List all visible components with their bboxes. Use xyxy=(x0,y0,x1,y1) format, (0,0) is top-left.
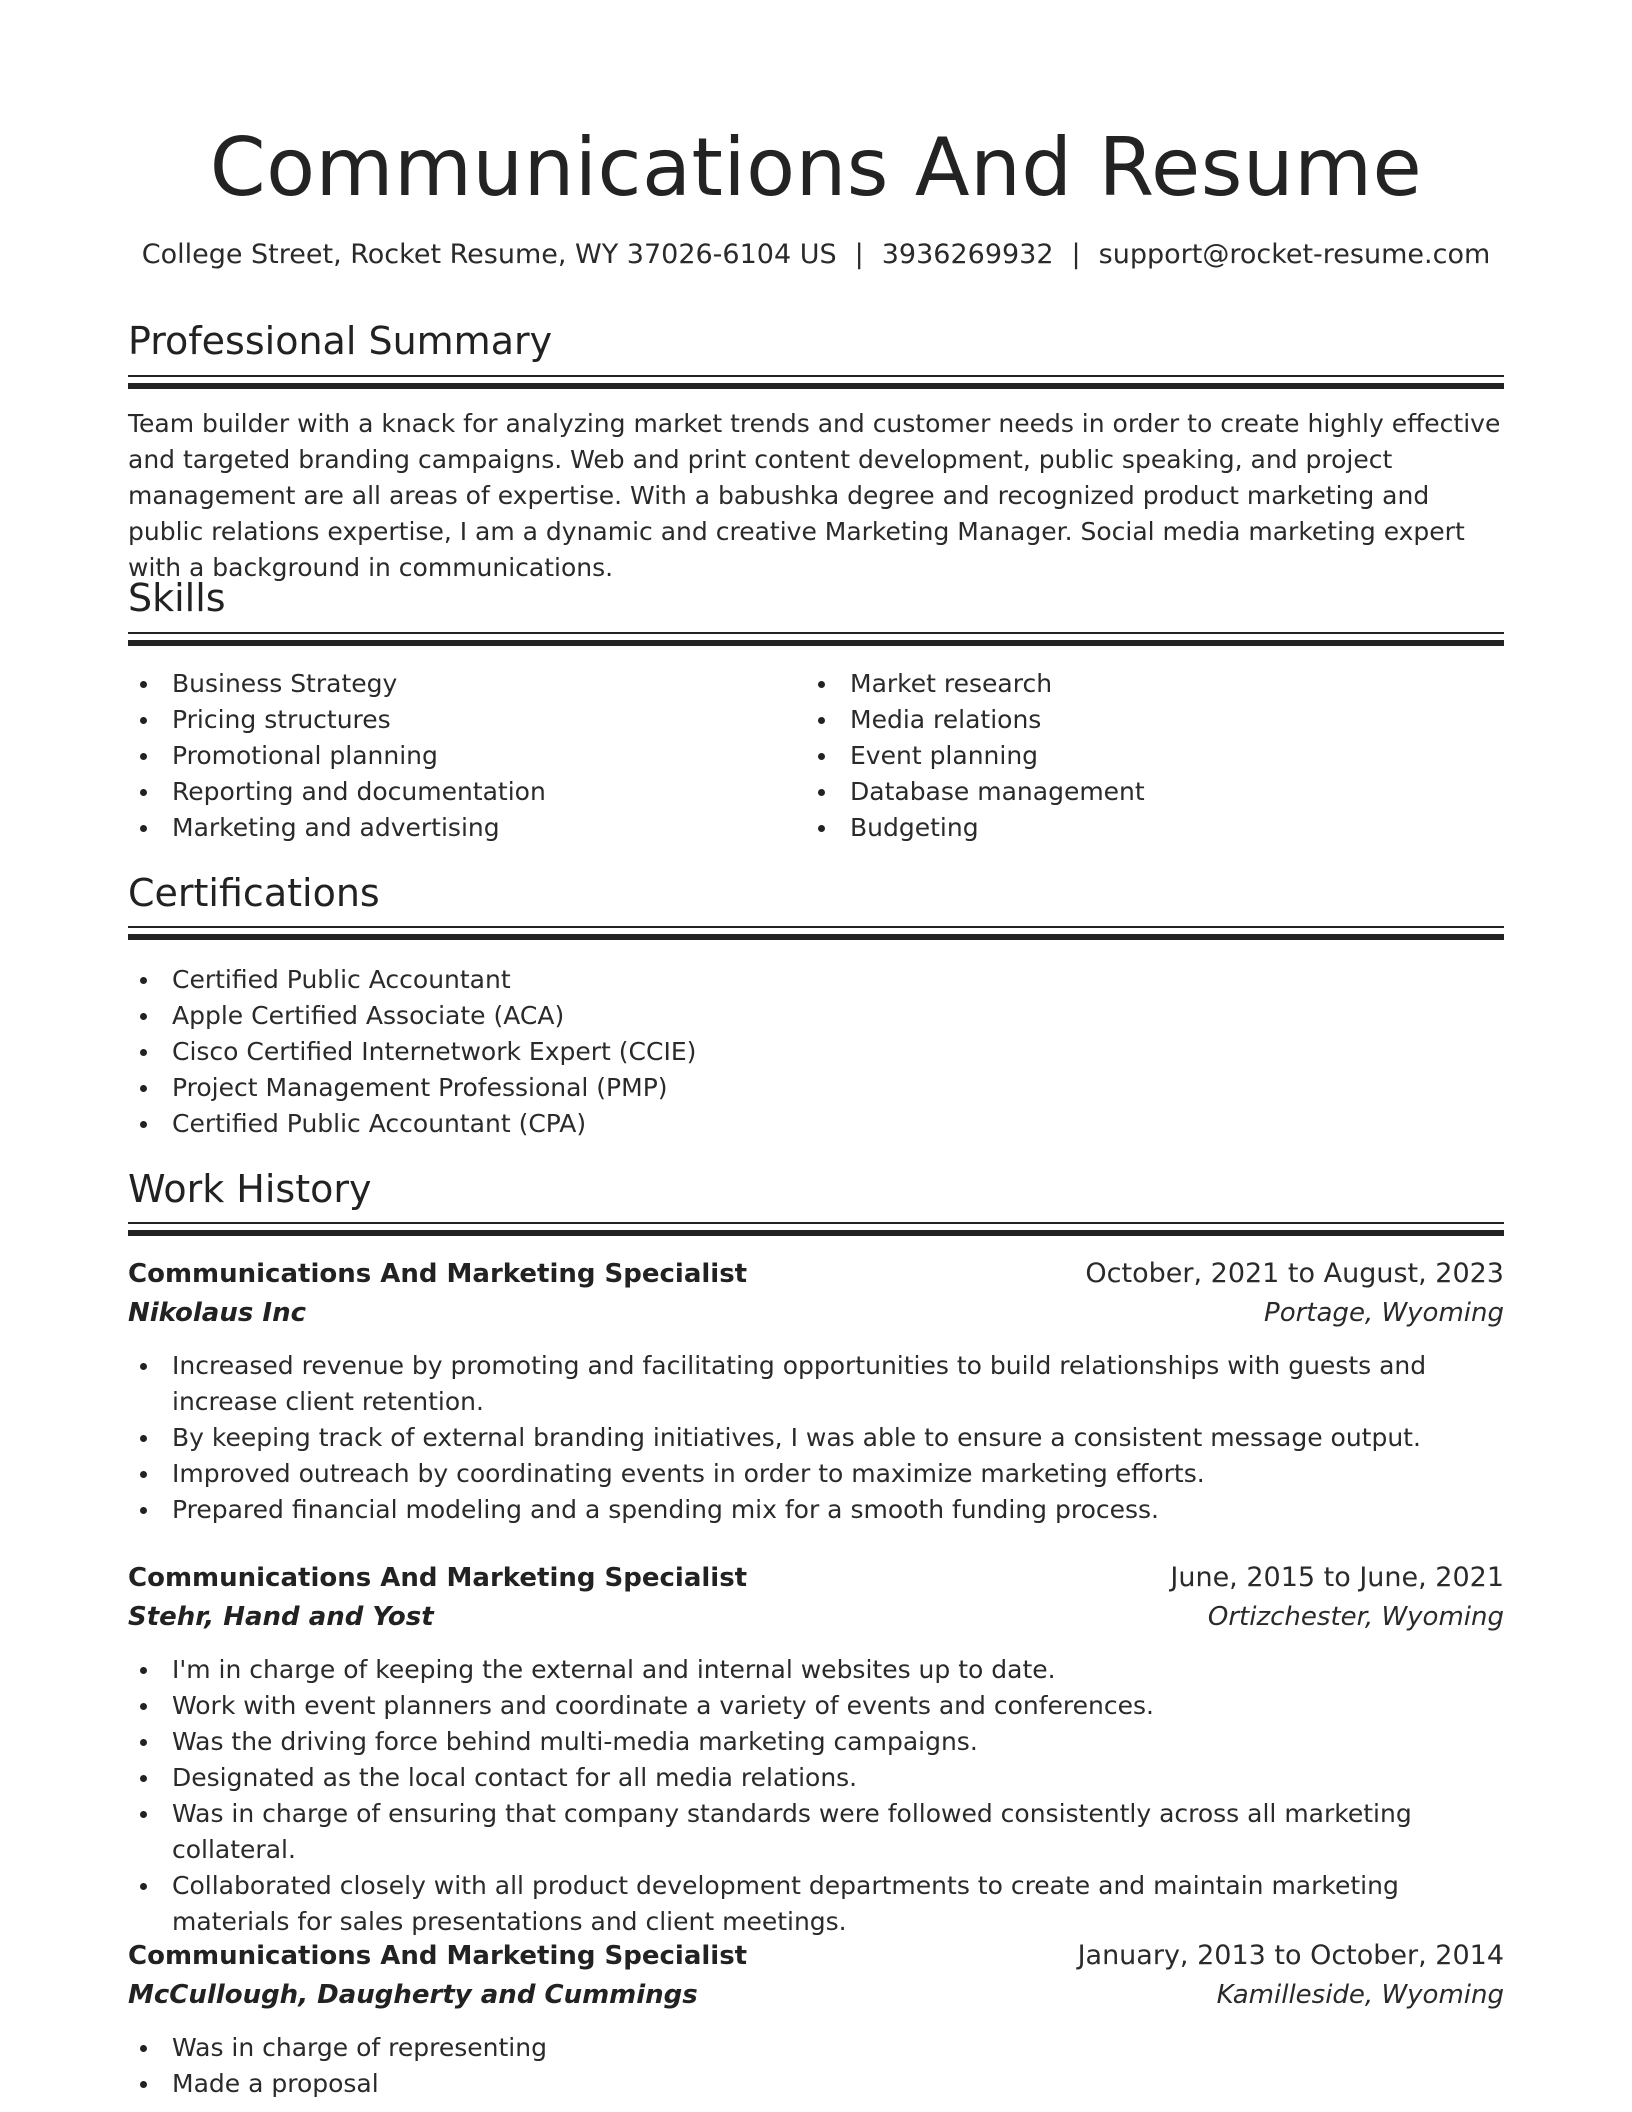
section-divider xyxy=(128,1222,1504,1230)
job-bullets xyxy=(128,1652,1504,1940)
job-dates: June, 2015 to June, 2021 xyxy=(1170,1562,1504,1593)
certification-item: Project Management Professional (PMP) xyxy=(128,1070,1504,1106)
contact-line xyxy=(0,237,1632,273)
skill-item: Pricing structures xyxy=(128,702,768,738)
job-bullet: Work with event planners and coordinate a variety of events and conferences. xyxy=(128,1688,1504,1724)
section-divider xyxy=(128,926,1504,934)
skill-item: Market research xyxy=(806,666,1446,702)
job-bullet: Designated as the local contact for all media relations. xyxy=(128,1760,1504,1796)
job-company: Nikolaus Inc xyxy=(128,1298,306,1328)
job-entry xyxy=(128,1256,1504,1528)
certification-item: Certified Public Accountant (CPA) xyxy=(128,1106,1504,1142)
skill-item: Event planning xyxy=(806,738,1446,774)
contact-separator: | xyxy=(854,239,864,270)
job-title: Communications And Marketing Specialist xyxy=(128,1941,748,1971)
job-subheader xyxy=(128,1295,1504,1334)
section-title-certifications: Certifications xyxy=(128,871,380,915)
skills-list-right xyxy=(806,666,1446,846)
contact-address: College Street, Rocket Resume, WY 37026-6104 US xyxy=(141,239,837,270)
job-bullet: Increased revenue by promoting and facilitating opportunities to build relationships with guests and increase client retention. xyxy=(128,1348,1504,1420)
contact-email: support@rocket-resume.com xyxy=(1098,239,1491,270)
job-bullet: Collaborated closely with all product development departments to create and maintain marketing materials for sales presentations and client meetings. xyxy=(128,1868,1504,1940)
certifications-list xyxy=(128,962,1504,1142)
job-header xyxy=(128,1560,1504,1599)
section-divider xyxy=(128,375,1504,383)
job-bullets xyxy=(128,2030,1504,2102)
job-location: Ortizchester, Wyoming xyxy=(1207,1602,1504,1632)
resume-name: Communications And Resume xyxy=(209,121,1423,214)
job-dates: October, 2021 to August, 2023 xyxy=(1085,1258,1504,1289)
job-bullet: Made a proposal xyxy=(128,2066,1504,2102)
job-location: Kamilleside, Wyoming xyxy=(1216,1980,1504,2010)
skills-list-left xyxy=(128,666,768,846)
skill-item: Budgeting xyxy=(806,810,1446,846)
section-title-skills: Skills xyxy=(128,576,226,620)
job-company: McCullough, Daugherty and Cummings xyxy=(128,1980,698,2010)
job-bullet: Was in charge of ensuring that company standards were followed consistently across all marketing collateral. xyxy=(128,1796,1504,1868)
skill-item: Business Strategy xyxy=(128,666,768,702)
certification-item: Apple Certified Associate (ACA) xyxy=(128,998,1504,1034)
job-bullets xyxy=(128,1348,1504,1528)
summary-text: Team builder with a knack for analyzing market trends and customer needs in order to create highly effective and targeted branding campaigns. Web and print content development, public speaking, and project management are all areas of expertise. With a babushka degree and recognized product marketing and public relations expertise, I am a dynamic and creative Marketing Manager. Social media marketing expert with a background in communications. xyxy=(128,409,1501,582)
job-subheader xyxy=(128,1599,1504,1638)
job-location: Portage, Wyoming xyxy=(1264,1298,1504,1328)
job-bullet: Prepared financial modeling and a spending mix for a smooth funding process. xyxy=(128,1492,1504,1528)
job-bullet: By keeping track of external branding initiatives, I was able to ensure a consistent message output. xyxy=(128,1420,1504,1456)
skill-item: Marketing and advertising xyxy=(128,810,768,846)
job-header xyxy=(128,1938,1504,1977)
job-title: Communications And Marketing Specialist xyxy=(128,1259,748,1289)
certification-item: Certified Public Accountant xyxy=(128,962,1504,998)
certification-item: Cisco Certified Internetwork Expert (CCIE) xyxy=(128,1034,1504,1070)
skill-item: Media relations xyxy=(806,702,1446,738)
job-entry xyxy=(128,1560,1504,1940)
job-title: Communications And Marketing Specialist xyxy=(128,1563,748,1593)
contact-phone: 3936269932 xyxy=(881,239,1054,270)
section-title-work-history: Work History xyxy=(128,1167,372,1211)
skill-item: Promotional planning xyxy=(128,738,768,774)
job-bullet: Was the driving force behind multi-media marketing campaigns. xyxy=(128,1724,1504,1760)
section-divider xyxy=(128,632,1504,640)
job-subheader xyxy=(128,1977,1504,2016)
job-bullet: Improved outreach by coordinating events in order to maximize marketing efforts. xyxy=(128,1456,1504,1492)
job-bullet: Was in charge of representing xyxy=(128,2030,1504,2066)
job-bullet: I'm in charge of keeping the external and internal websites up to date. xyxy=(128,1652,1504,1688)
skill-item: Database management xyxy=(806,774,1446,810)
skill-item: Reporting and documentation xyxy=(128,774,768,810)
job-header xyxy=(128,1256,1504,1295)
section-title-summary: Professional Summary xyxy=(128,319,553,363)
job-dates: January, 2013 to October, 2014 xyxy=(1077,1940,1504,1971)
job-company: Stehr, Hand and Yost xyxy=(128,1602,434,1632)
contact-separator: | xyxy=(1071,239,1081,270)
job-entry xyxy=(128,1938,1504,2102)
